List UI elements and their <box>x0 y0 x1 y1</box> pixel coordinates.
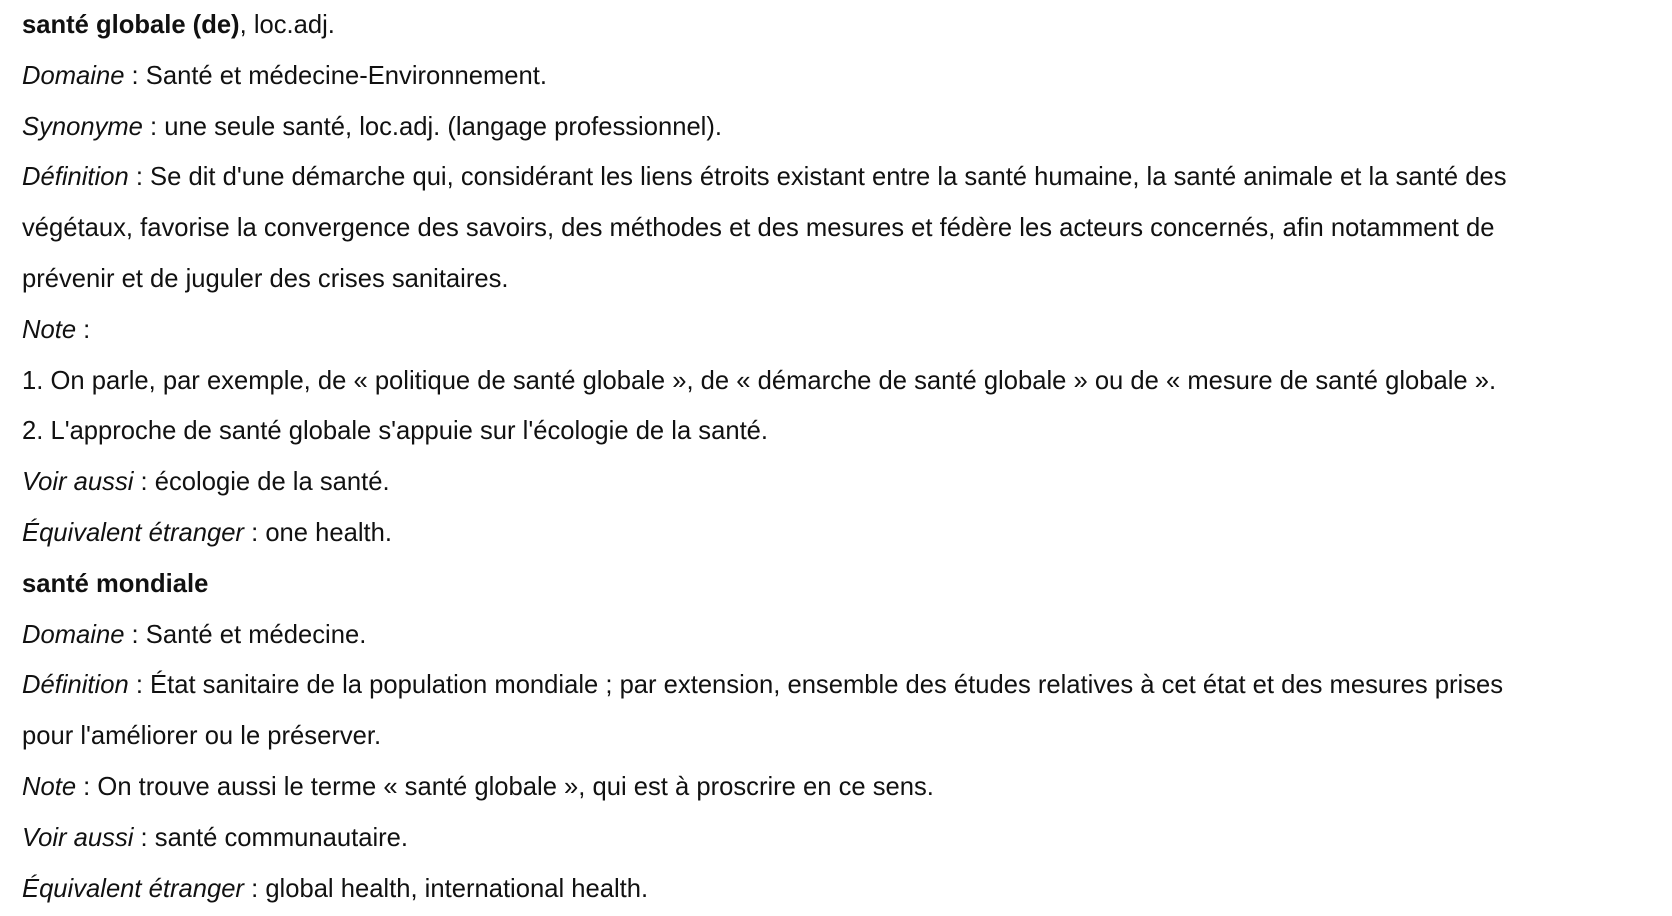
entry-term: santé mondiale <box>22 569 209 598</box>
synonym-value: une seule santé, loc.adj. (langage professionnel). <box>164 112 723 141</box>
definition-text: Se dit d'une démarche qui, considérant les liens étroits existant entre la santé humaine, la santé animale et la santé des <box>150 163 1507 192</box>
note-label: Note <box>22 772 77 801</box>
equivalent-value: global health, international health. <box>265 874 649 903</box>
synonym-label: Synonyme <box>22 112 143 141</box>
note-label: Note <box>22 315 77 344</box>
definition-text: prévenir et de juguler des crises sanitaires. <box>22 264 509 293</box>
equivalent-line: Équivalent étranger : one health. <box>22 518 392 547</box>
synonym-line: Synonyme : une seule santé, loc.adj. (langage professionnel). <box>22 112 723 141</box>
domain-value: Santé et médecine-Environnement. <box>145 61 547 90</box>
note-text: 2. L'approche de santé globale s'appuie sur l'écologie de la santé. <box>22 417 769 446</box>
entry-term-suffix: , loc.adj. <box>239 11 335 39</box>
equivalent-label: Équivalent étranger <box>22 874 244 903</box>
equivalent-value: one health. <box>265 518 392 547</box>
definition-line-1: Définition : Se dit d'une démarche qui, considérant les liens étroits existant entre la santé humaine, la santé animale et la santé des <box>22 163 1507 192</box>
domain-label: Domaine <box>22 620 125 649</box>
see-also-label: Voir aussi <box>22 823 134 852</box>
see-also-line: Voir aussi : santé communautaire. <box>22 823 409 852</box>
entry-heading <box>22 0 1652 51</box>
definition-label: Définition <box>22 163 129 192</box>
note-text: 1. On parle, par exemple, de « politique de santé globale », de « démarche de santé globale » ou de « mesure de santé globale ». <box>22 366 1497 395</box>
note-line: Note : On trouve aussi le terme « santé globale », qui est à proscrire en ce sens. <box>22 772 934 801</box>
definition-text: pour l'améliorer ou le préserver. <box>22 722 382 751</box>
definition-line-2 <box>22 203 1652 254</box>
glossary-document <box>22 0 1652 914</box>
definition-line-1: Définition : État sanitaire de la population mondiale ; par extension, ensemble des études relatives à cet état et des mesures prises <box>22 671 1504 700</box>
note-item <box>22 356 1652 407</box>
note-item <box>22 406 1652 457</box>
definition-label: Définition <box>22 671 129 700</box>
see-also-label: Voir aussi <box>22 468 134 497</box>
domain-value: Santé et médecine. <box>145 620 367 649</box>
definition-line-3 <box>22 254 1652 305</box>
see-also-line: Voir aussi : écologie de la santé. <box>22 468 390 497</box>
see-also-value: santé communautaire. <box>154 823 409 852</box>
note-text: On trouve aussi le terme « santé globale », qui est à proscrire en ce sens. <box>97 772 934 801</box>
entry-term: santé globale (de) <box>22 11 240 39</box>
definition-line-2 <box>22 711 1652 762</box>
definition-text: État sanitaire de la population mondiale ; par extension, ensemble des études relatives à cet état et des mesures prises <box>150 671 1504 700</box>
domain-line: Domaine : Santé et médecine-Environnement. <box>22 61 547 90</box>
equivalent-label: Équivalent étranger <box>22 518 244 547</box>
equivalent-line: Équivalent étranger : global health, international health. <box>22 874 649 903</box>
domain-label: Domaine <box>22 61 125 90</box>
note-heading: Note : <box>22 315 91 344</box>
see-also-value: écologie de la santé. <box>154 468 390 497</box>
definition-text: végétaux, favorise la convergence des savoirs, des méthodes et des mesures et fédère les acteurs concernés, afin notamment de <box>22 214 1495 243</box>
entry-heading <box>22 559 1652 610</box>
domain-line: Domaine : Santé et médecine. <box>22 620 367 649</box>
